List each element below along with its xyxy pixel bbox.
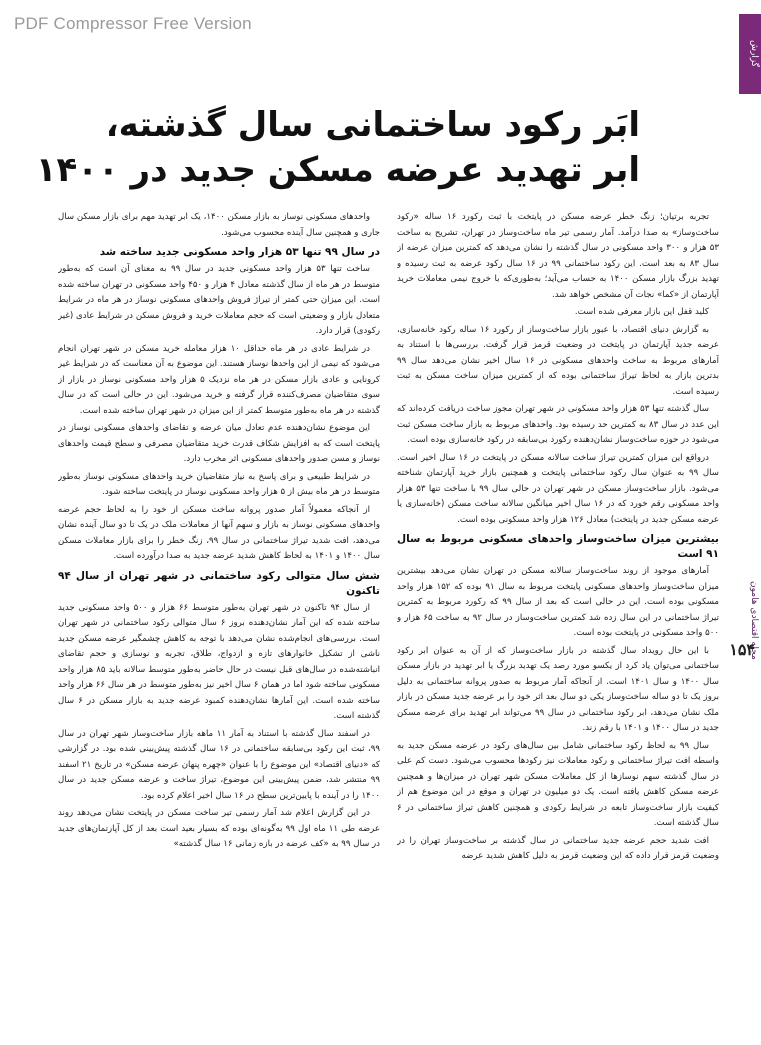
subheading: شش سال متوالی رکود ساختمانی در شهر تهران از سال ۹۴ تاکنون [58, 569, 380, 597]
magazine-side-strip: مجله اقتصادی هامون [749, 580, 759, 660]
paragraph: افت شدید حجم عرضه جدید ساختمانی در سال گذشته بر ساخت‌وساز تهران را در وضعیت قرمز قرار داده که این وضعیت قرمز به دلیل کاهش شدید عرضه [397, 835, 719, 861]
page-number: ۱۵۴ [729, 642, 755, 659]
paragraph: به گزارش دنیای اقتصاد، با عبور بازار ساخت‌وساز از رکورد ۱۶ ساله رکود خانه‌سازی، عرضه جدید آپارتمان در پایتخت در وضعیت قرمز قرار گرفت. بررسی‌ها با استناد به آمارهای مربوط به ساخت واحدهای مسکونی در ۱۶ سال اخیر نشان می‌دهد سال ۹۹ بدترین بازار به لحاظ تیراژ ساختمانی بوده که از کمترین میزان ساخت مسکن به ثبت رسیده است. [397, 324, 719, 397]
paragraph: در اسفند سال گذشته با استناد به آمار ۱۱ ماهه بازار ساخت‌وساز شهر تهران در سال ۹۹، ثبت این رکود بی‌سابقه ساختمانی در ۱۶ سال گذشته پیش‌بینی شده بود. در گزارشی که «دنیای اقتصاد» این موضوع را با عنوان «چهره پنهان عرضه مسکن» در تاریخ ۲۱ اسفند ۹۹ منتشر شد، ضمن پیش‌بینی این موضوع، تیراژ ساخت و عرضه مسکن جدید در سال ۱۴۰۰ را در آینده با پایین‌ترین سطح در ۱۶ سال اخیر اعلام کرده بود. [58, 728, 380, 801]
subheading: در سال ۹۹ تنها ۵۳ هزار واحد مسکونی جدید ساخته شد [99, 246, 380, 258]
page-title-line-2: ابر تهدید عرضه مسکن جدید در ۱۴۰۰ [35, 150, 640, 190]
pdf-compressor-watermark: PDF Compressor Free Version [14, 14, 252, 33]
paragraph: در شرایط عادی در هر ماه حداقل ۱۰ هزار معامله خرید مسکن در شهر تهران انجام می‌شود که نیمی از این واحدها نوساز هستند. این موضوع به آن معناست که در شرایط غیر کرونایی و عادی بازار مسکن در هر ماه نزدیک ۵ هزار واحد مسکونی نوساز در بازار از سوی متقاضیان مصرف‌کننده قرار گرفته و خرید می‌شود. این در حالی است که در سال گذشته در هر ماه به‌طور متوسط کمتر از این میزان در شهر تهران ساخته شده است. [58, 343, 380, 416]
paragraph: واحدهای مسکونی نوساز به بازار مسکن ۱۴۰۰، یک ابر تهدید مهم برای بازار مسکن سال جاری و همچنین سال آینده محسوب می‌شود. [58, 212, 380, 238]
paragraph: از سال ۹۴ تاکنون در شهر تهران به‌طور متوسط ۶۶ هزار و ۵۰۰ واحد مسکونی جدید ساخته شده که این آمار نشان‌دهنده بروز ۶ سال متوالی رکود ساختمانی در شهر تهران است. بررسی‌های انجام‌شده نشان می‌دهد با توجه به کاهش چشمگیر عرضه مسکن جدید ناشی از تشکیل خانوارهای تازه و ازدواج، طلاق، تجربه و نوسازی و حجم تقاضای انباشته‌شده در سال‌های قبل نیست در حال حاضر به‌طور متوسط سالانه باید ۸۵ هزار واحد مسکونی ساخته شود اما در همان ۶ سال اخیر نیز به‌طور متوسط در هر سال ۶۶ هزار واحد ساخته شده است. این آمارها نشان‌دهنده کمبود عرضه جدید به بازار مسکن در ۶ سال گذشته است. [58, 602, 380, 721]
paragraph: کلید قفل این بازار معرفی شده است. [574, 307, 709, 317]
paragraph: درواقع این میزان کمترین تیراژ ساخت سالانه مسکن در پایتخت در ۱۶ سال اخیر است. سال ۹۹ به عنوان سال رکود ساختمانی پایتخت و همچنین بازار خرید آپارتمان شناخته می‌شود. بازار ساخت‌وساز مسکن در شهر تهران در حالی سال ۹۹ با ساخت تنها ۵۳ هزار واحد مسکونی رقم خورد که در ۱۶ سال اخیر میانگین سالانه ساخت مسکن (خانه‌سازی یا عرضه مسکن جدید در پایتخت) معادل ۱۲۶ هزار واحد مسکونی بوده است. [397, 452, 719, 525]
paragraph: در این گزارش اعلام شد آمار رسمی تیر ساخت مسکن در پایتخت نشان می‌دهد روند عرضه طی ۱۱ ماه اول ۹۹ به‌گونه‌ای بوده که بسیار بعید است بعد از کل آپارتمان‌های جدید در سال ۹۹ به «کف عرضه در بازه زمانی ۱۶ سال گذشته» [58, 808, 380, 849]
paragraph: سال ۹۹ به لحاظ رکود ساختمانی شامل بین سال‌های رکود در عرضه مسکن جدید به واسطه افت تیراژ ساختمانی و رکود معاملات نیز رکود‌ها محسوب می‌شود. دست کم علی در سال گذشته سهم نوسازها از کل معاملات مسکن شهر تهران در میزان‌ها و همچنین عرضه مسکن کاهش یافته است. یک دو میلیون در تهران و موقع در این موضوع هم از کیفیت بازار ساخت‌وساز تابعه در شرایط رکودی و همچنین کاهش تیراژ ساختمانی در ۶ سال گذشته است. [397, 740, 719, 828]
paragraph: از آنجاکه معمولاً آمار صدور پروانه ساخت مسکن از خود را به لحاظ حجم عرضه واحدهای مسکونی نوساز به بازار و سهم آنها از معاملات ملک در یک تا دو سال آینده نشان می‌دهد، افت شدید تیراژ ساختمانی در سال ۹۹، زنگ خطر را برای بازار معاملات مسکن سال ۱۴۰۰ و ۱۴۰۱ به لحاظ کاهش شدید عرضه جدید به صدا درآورده است. [58, 504, 380, 561]
paragraph: آمارهای موجود از روند ساخت‌وساز سالانه مسکن در تهران نشان می‌دهد بیشترین میزان ساخت‌وساز واحدهای مسکونی پایتخت مربوط به سال ۹۱ بوده که ۱۵۲ هزار واحد مسکونی بوده است. این در حالی است که بعد از سال ۹۹ که رکورد مربوط به کمترین تیراژ ساختمانی در این سال زده شد کمترین ساخت‌وساز در سال ۹۲ به ساخت ۶۵ هزار و ۵۰۰ واحد مسکونی در پایتخت بوده است. [397, 566, 719, 638]
paragraph: سال گذشته تنها ۵۳ هزار واحد مسکونی در شهر تهران مجوز ساخت دریافت کرده‌اند که این عدد در سال ۸۳ به کمترین حد رسیده بود. واحدهای مربوط به بازار ساخت مسکن ثبت می‌شود در حوزه ساخت‌وساز نشان‌دهنده رکورد بی‌سابقه در رکود خانه‌سازی بوده است. [397, 404, 719, 445]
article-column-left [58, 210, 380, 980]
page-title-line-1: ابَر رکود ساختمانی سال گذشته، [105, 105, 640, 145]
section-tab-label: گزارش [749, 40, 759, 68]
article-column-right [397, 210, 719, 980]
subheading: بیشترین میزان ساخت‌وساز واحدهای مسکونی مربوط به سال ۹۱ است [397, 533, 719, 560]
paragraph: در شرایط طبیعی و برای پاسخ به نیاز متقاضیان خرید واحدهای مسکونی نوساز به‌طور متوسط در هر ماه بیش از ۵ هزار واحد مسکونی نوساز در پایتخت ساخته شود. [58, 471, 380, 497]
paragraph: با این حال رویداد سال گذشته در بازار ساخت‌وساز که از آن به عنوان ابر رکود ساختمانی می‌توان یاد کرد از یکسو مورد رصد یک تهدید بزرگ یا ابر تهدید در بازار مسکن سال ۱۴۰۰ و سال ۱۴۰۱ است. از آنجاکه آمار مربوط به صدور پروانه ساختمانی به دلیل بروز یک تا دو ساله ساخت‌وساز یکی دو سال بعد اثر خود را بر عرضه جدید مسکن در بازار ملک نشان می‌دهد، ابر رکود ساختمانی در سال ۹۹ می‌تواند ابر تهدید برای عرضه مسکن جدید در سال ۱۴۰۰ و ۱۴۰۱ با رقم زند. [397, 645, 719, 733]
paragraph: تجربه برتیان؛ زنگ خطر عرضه مسکن در پایتخت با ثبت رکورد ۱۶ ساله «رکود ساخت‌وساز» به صدا درآمد. آمار رسمی تیر ماه ساخت‌وساز در تهران، تشریح به ساخت ۵۳ هزار و ۳۰۰ واحد مسکونی در سال گذشته را نشان می‌دهد که کمترین میزان عرضه از سال ۸۳ به بعد است. این رکود ساختمانی ۹۹ در ۱۶ سال رکود عرضه به ثبت رسیده و تهدید بزرگ بازار مسکن ۱۴۰۰ به حساب می‌آید؛ به‌طوری‌که با خروج نیمی معاملات خرید آپارتمان از «کما» نجات آن مشخص خواهد شد. [397, 212, 719, 300]
paragraph: ساخت تنها ۵۳ هزار واحد مسکونی جدید در سال ۹۹ به معنای آن است که به‌طور متوسط در هر ماه از سال گذشته معادل ۴ هزار و ۴۵۰ واحد مسکونی در تهران ساخته شده است. این میزان حتی کمتر از تیراژ فروش واحدهای مسکونی نوساز در هر ماه در شرایط متعادل بازار و وضعیتی است که حجم معاملات خرید و فروش مسکن در شرایط عادی (غیر رکودی) قرار دارد. [58, 264, 380, 336]
paragraph: این موضوع نشان‌دهنده عدم تعادل میان عرضه و تقاضای واحدهای مسکونی نوساز در پایتخت است که به افزایش شکاف قدرت خرید متقاضیان مصرفی و سطح قیمت واحدهای نوساز و مسن صدور واحدهای مسکونی اثر مخرب دارد. [58, 423, 380, 464]
